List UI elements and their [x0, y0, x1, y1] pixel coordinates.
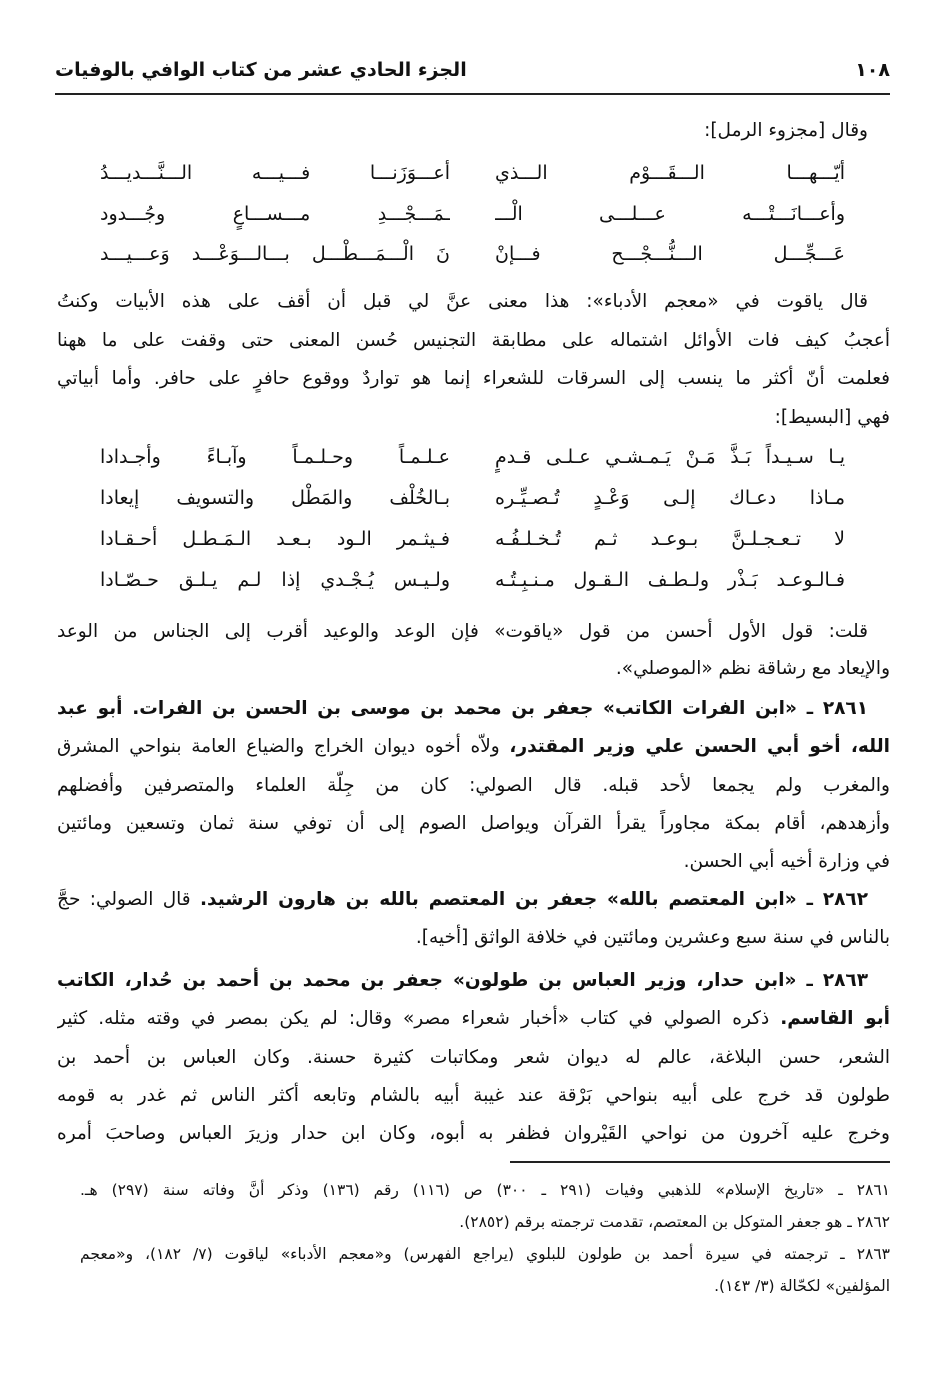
text: ٢٨٦١ ـ «تاريخ الإسلام» للذهبي وفيات (٢٩١ ـ ٣٠٠) ص (١١٦) رقم (١٣٦) وذكر أنَّ وفاته سنة (٢٩٧) هـ. — [80, 1181, 890, 1199]
e2862-line — [57, 881, 890, 919]
text: والمغرب ولم يجمعا لأحد قبله. قال الصولي: كان من جِلّة العلماء والمتصرفين وأفضلهم — [57, 774, 890, 796]
qult-line — [57, 650, 890, 687]
text: في وزارة أخيه أبي الحسن. — [683, 851, 890, 873]
prose1-line — [57, 360, 890, 399]
first-hemistich: مـاذا دعـاك إلـى وَعْـدٍ تُـصـيِّـره — [495, 487, 845, 509]
poem-al-basit — [100, 437, 845, 601]
bold-text: الله، أخو أبي الحسن علي وزير المقتدر، — [509, 736, 890, 758]
footnotes-line — [80, 1238, 890, 1270]
author-remark — [57, 613, 890, 687]
text: فهي [البسيط]: — [774, 406, 890, 428]
second-hemistich: ـمَـــجْـــدِ مـــســـاعٍ وجُـــدود — [100, 202, 450, 225]
prose1-line — [57, 322, 890, 361]
text: بالناس في سنة سبع وعشرين ومائتين في خلافة الواثق [أخيه]. — [415, 927, 890, 948]
verse — [100, 153, 845, 194]
prose1-line — [57, 283, 890, 322]
verse — [100, 194, 845, 235]
e2862-line — [57, 919, 890, 957]
first-hemistich: وأعـــانَـــتْـــه عـــلـــى الْـــ — [495, 202, 845, 225]
text: فعلمت أنّ أكثر ما ينسب إلى السرقات للشعراء إنما هو تواردٌ ووقوع حافرٍ على حافر. وأما أبياتي — [57, 368, 890, 389]
verse — [100, 478, 845, 519]
e2861-line — [57, 690, 890, 728]
footnotes-line — [80, 1206, 890, 1238]
poem-intro — [57, 111, 890, 150]
e2861-line — [57, 728, 890, 766]
text: وقال [مجزوء الرمل]: — [704, 120, 868, 141]
text: أعجبُ كيف فات الأوائل اشتماله على مطابقة التجنيس حُسن المعنى حتى وقفت على ما ههنا — [57, 329, 890, 351]
poem-majzu-al-ramal — [100, 153, 845, 275]
e2861-line — [57, 843, 890, 881]
text: والإيعاد مع رشاقة نظم «الموصلي». — [615, 658, 890, 679]
text: طولون قد خرج على أبيه بنواحي بَرْقة عند غيبة أبيه بالشام وتابعه أكثر الناس ثم غدر به قومه — [57, 1084, 890, 1106]
text: ولاّه أخوه ديوان الخراج والضياع العامة بنواحي المشرق — [57, 736, 510, 758]
footnotes-line — [80, 1174, 890, 1206]
bold-text: ٢٨٦٢ ـ «ابن المعتصم بالله» جعفر بن المعتصم بالله بن هارون الرشيد. — [199, 889, 869, 910]
text: المؤلفين» لكحّالة (٣/ ١٤٣). — [714, 1277, 890, 1295]
first-hemistich: فـالـوعـد بَـذْر ولـطـف الـقـول مـنـبِـتُـه — [495, 569, 845, 591]
second-hemistich: بـالخُلْف والمَطْل والتسويف إيعادا — [100, 487, 450, 509]
text: الشعر، حسن البلاغة، عالم له ديوان شعر ومكاتبات كثيرة حسنة. وكان العباس بن أحمد بن — [57, 1046, 890, 1068]
verse — [100, 234, 845, 275]
first-hemistich: لا تـعـجـلـنَّ بـوعـد ثـم تُـخـلـفُـه — [495, 528, 845, 550]
text: وأزهدهم، أقام بمكة مجاوراً يقرأ القرآن ويواصل الصوم إلى أن توفي سنة ثمان وتسعين ومائتين — [57, 812, 890, 834]
e2861-line — [57, 805, 890, 843]
text: ذكره الصولي في كتاب «أخبار شعراء مصر» وقال: لم يكن بمصر في وقته مثله. كثير — [57, 1008, 781, 1030]
footnotes-line — [80, 1270, 890, 1302]
yaqut-commentary — [57, 283, 890, 437]
text: قال ياقوت في «معجم الأدباء»: هذا معنى عنَّ لي قبل أن أقف على هذه الأبيات وكنتُ — [57, 291, 868, 312]
e2863-line — [57, 1077, 890, 1115]
bold-text: أبو القاسم. — [780, 1008, 890, 1030]
text: ٢٨٦٢ ـ هو جعفر المتوكل بن المعتصم، تقدمت ترجمته برقم (٢٨٥٢). — [459, 1213, 890, 1231]
e2863-line — [57, 1115, 890, 1153]
text: قال الصولي: حجَّ — [57, 889, 200, 910]
page-number: ١٠٨ — [855, 59, 890, 81]
e2863-line — [57, 1039, 890, 1077]
e2863-line — [57, 962, 890, 1000]
e2863-line — [57, 1000, 890, 1038]
header-rule — [55, 93, 890, 95]
text: وخرج عليه آخرون من نواحي القَيْروان فظفر به أبوه، وكان ابن حدار وزيرَ العباس وصاحبَ أمره — [57, 1123, 890, 1145]
verse — [100, 437, 845, 478]
footnote-rule — [510, 1161, 890, 1163]
second-hemistich: ولـيـس يُـجْـدي إذا لـم يـلـق حـصّـادا — [100, 569, 450, 591]
verse — [100, 560, 845, 601]
second-hemistich: عـلـمـاً وحـلـمـاً وآبـاءً وأجـدادا — [100, 446, 450, 468]
bold-text: ٢٨٦١ ـ «ابن الفرات الكاتب» جعفر بن محمد بن موسى بن الحسن بن الفرات. أبو عبد — [57, 698, 868, 719]
running-title: الجزء الحادي عشر من كتاب الوافي بالوفيات — [55, 59, 467, 81]
verse — [100, 519, 845, 560]
first-hemistich: يـا سـيـداً بَـذَّ مَـنْ يَـمـشـي عـلـى قـدمٍ — [495, 446, 845, 468]
qult-line — [57, 613, 890, 650]
second-hemistich: نَ الْـــمَـــطْـــل بـــالـــوَعْـــد وَعـــيـــد — [100, 243, 450, 265]
bold-text: ٢٨٦٣ ـ «ابن حدار، وزير العباس بن طولون» جعفر بن محمد بن أحمد بن حُدار، الكاتب — [57, 970, 868, 991]
entry-2863 — [57, 962, 890, 1153]
text: قلت: قول الأول أحسن من قول «ياقوت» فإن الوعد والوعيد أقرب إلى الجناس من الوعد — [57, 621, 868, 642]
prose1-line — [57, 399, 890, 438]
entry-2862 — [57, 881, 890, 957]
first-hemistich: عَـــجِّـــل الـــنُّـــجْـــح فـــإنْ — [495, 243, 845, 265]
running-header — [55, 52, 890, 88]
text: ٢٨٦٣ ـ ترجمته في سيرة أحمد بن طولون للبلوي (يراجع الفهرس) و«معجم الأدباء» لياقوت (٧/ ١٨٢)، و«معجم — [80, 1245, 890, 1263]
footnotes — [80, 1174, 890, 1302]
first-hemistich: أيّـــهـــا الـــقَـــوْم الـــذي — [495, 162, 845, 184]
entry-2861 — [57, 690, 890, 881]
e2861-line — [57, 767, 890, 805]
intro-line — [57, 111, 890, 150]
second-hemistich: أعـــوَزَنـــا فـــيـــه الـــنَّـــديـــدُ — [100, 162, 450, 184]
second-hemistich: فـيثـمر الـود بـعـد الـمَـطـل أحـقـادا — [100, 528, 450, 550]
